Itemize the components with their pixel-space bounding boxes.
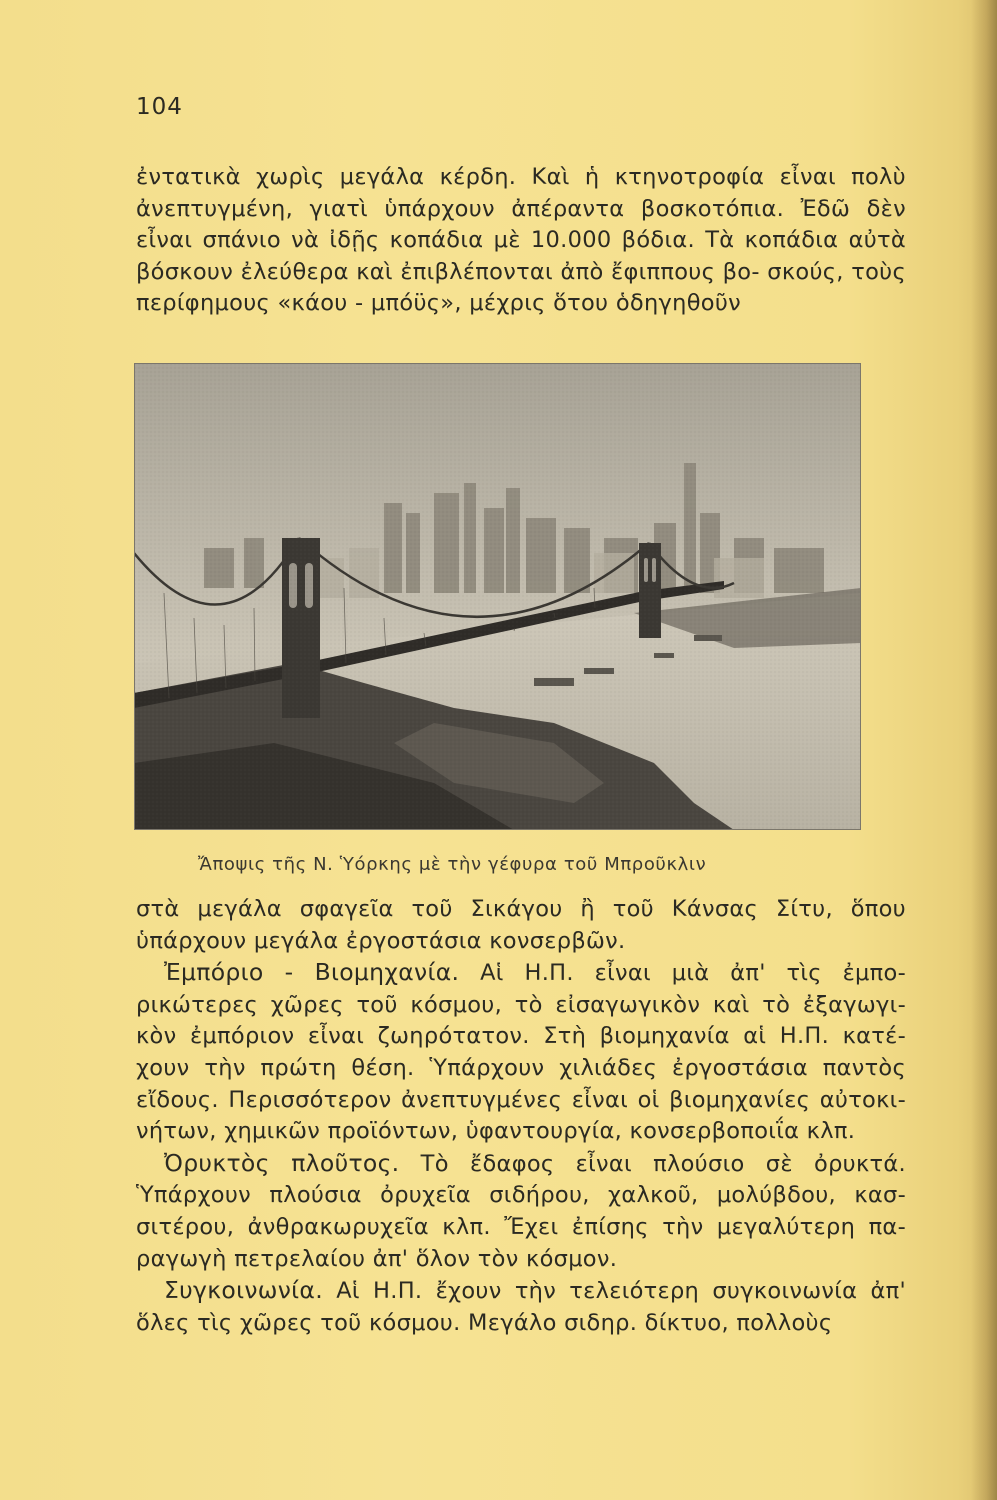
paragraph-transport xyxy=(136,1275,906,1339)
text-line: ἀπ' ὅλες τὶς χῶρες τοῦ κόσμου. Μεγάλο σιδηρ. δίκτυο, πολλοὺς xyxy=(136,1278,906,1336)
text-line: χουν τὴν πρώτη θέση. Ὑπάρχουν χιλιάδες ἐργοστάσια παντὸς xyxy=(136,1054,906,1081)
text-line: ρικώτερες χῶρες τοῦ κόσμου, τὸ εἰσαγωγικὸν καὶ τὸ ἐξαγωγι- xyxy=(136,991,906,1018)
text-line: εἶναι σπάνιο νὰ ἰδῇς κοπάδια μὲ 10.000 βόδια. Τὰ κοπάδια xyxy=(136,227,839,254)
text-line: σκούς, τοὺς περίφημους «κάου - μπόϋς», μέχρις ὅτου ὁδηγηθοῦν xyxy=(136,258,907,317)
section-heading-transport: Συγκοινωνία. xyxy=(164,1276,323,1305)
text-line: ἀνεπτυγμένη, γιατὶ ὑπάρχουν ἀπέραντα βοσκοτόπια. Ἐδῶ δὲν xyxy=(136,195,906,222)
text-line: ραγωγὴ πετρελαίου ἀπ' ὅλον τὸν κόσμον. xyxy=(136,1245,618,1272)
paragraph-minerals xyxy=(136,1148,906,1275)
paragraph-slaughterhouses xyxy=(136,894,906,957)
text-line: σιτέρου, ἀνθρακωρυχεῖα κλπ. Ἔχει ἐπίσης τὴν μεγαλύτερη πα- xyxy=(136,1213,906,1240)
text-line: ἐντατικὰ χωρὶς μεγάλα κέρδη. Καὶ ἡ κτηνοτροφία εἶναι πολὺ xyxy=(136,164,906,190)
paragraph-top xyxy=(136,162,906,320)
section-heading-commerce: Ἐμπόριο - Βιομηχανία. xyxy=(164,958,460,987)
paragraph-bottom xyxy=(136,894,906,1339)
page-number: 104 xyxy=(136,94,183,120)
text-line: εἴδους. Περισσότερον ἀνεπτυγμένες εἶναι οἱ βιομηχανίες αὐτοκι- xyxy=(136,1086,906,1113)
text-line: νήτων, χημικῶν προϊόντων, ὑφαντουργία, κονσερβοποιΐα κλπ. xyxy=(136,1118,856,1145)
text-line: Αἱ Η.Π. εἶναι μιὰ ἀπ' τὶς ἐμπο- xyxy=(459,960,906,987)
text-line: αὐτὰ βόσκουν ἐλεύθερα καὶ ἐπιβλέπονται ἀπὸ ἔφιππους βο- xyxy=(136,227,906,285)
text-line: Τὸ ἔδαφος εἶναι πλούσιο σὲ ὀρυκτά. xyxy=(399,1150,906,1177)
photo-caption: Ἄποψις τῆς Ν. Ὑόρκης μὲ τὴν γέφυρα τοῦ Μπροῦκλιν xyxy=(198,854,707,875)
paragraph-commerce xyxy=(136,957,906,1148)
text-line: κὸν ἐμπόριον εἶναι ζωηρότατον. Στὴ βιομηχανία αἱ Η.Π. κατέ- xyxy=(136,1023,906,1050)
brooklyn-bridge-photo xyxy=(134,363,861,830)
text-line: Ὑπάρχουν πλούσια ὀρυχεῖα σιδήρου, χαλκοῦ, μολύβδου, κασ- xyxy=(136,1182,906,1209)
section-heading-minerals: Ὀρυκτὸς πλοῦτος. xyxy=(164,1148,400,1177)
text-block-top xyxy=(136,162,906,320)
text-line: στὰ μεγάλα σφαγεῖα τοῦ Σικάγου ἢ τοῦ Κάνσας Σίτυ, ὅπου xyxy=(136,896,906,922)
text-line: Αἱ Η.Π. ἔχουν τὴν τελειότερη συγκοινωνία xyxy=(322,1278,858,1305)
book-spine-shadow xyxy=(971,0,997,1500)
text-line: ὑπάρχουν μεγάλα ἐργοστάσια κονσερβῶν. xyxy=(136,927,626,954)
